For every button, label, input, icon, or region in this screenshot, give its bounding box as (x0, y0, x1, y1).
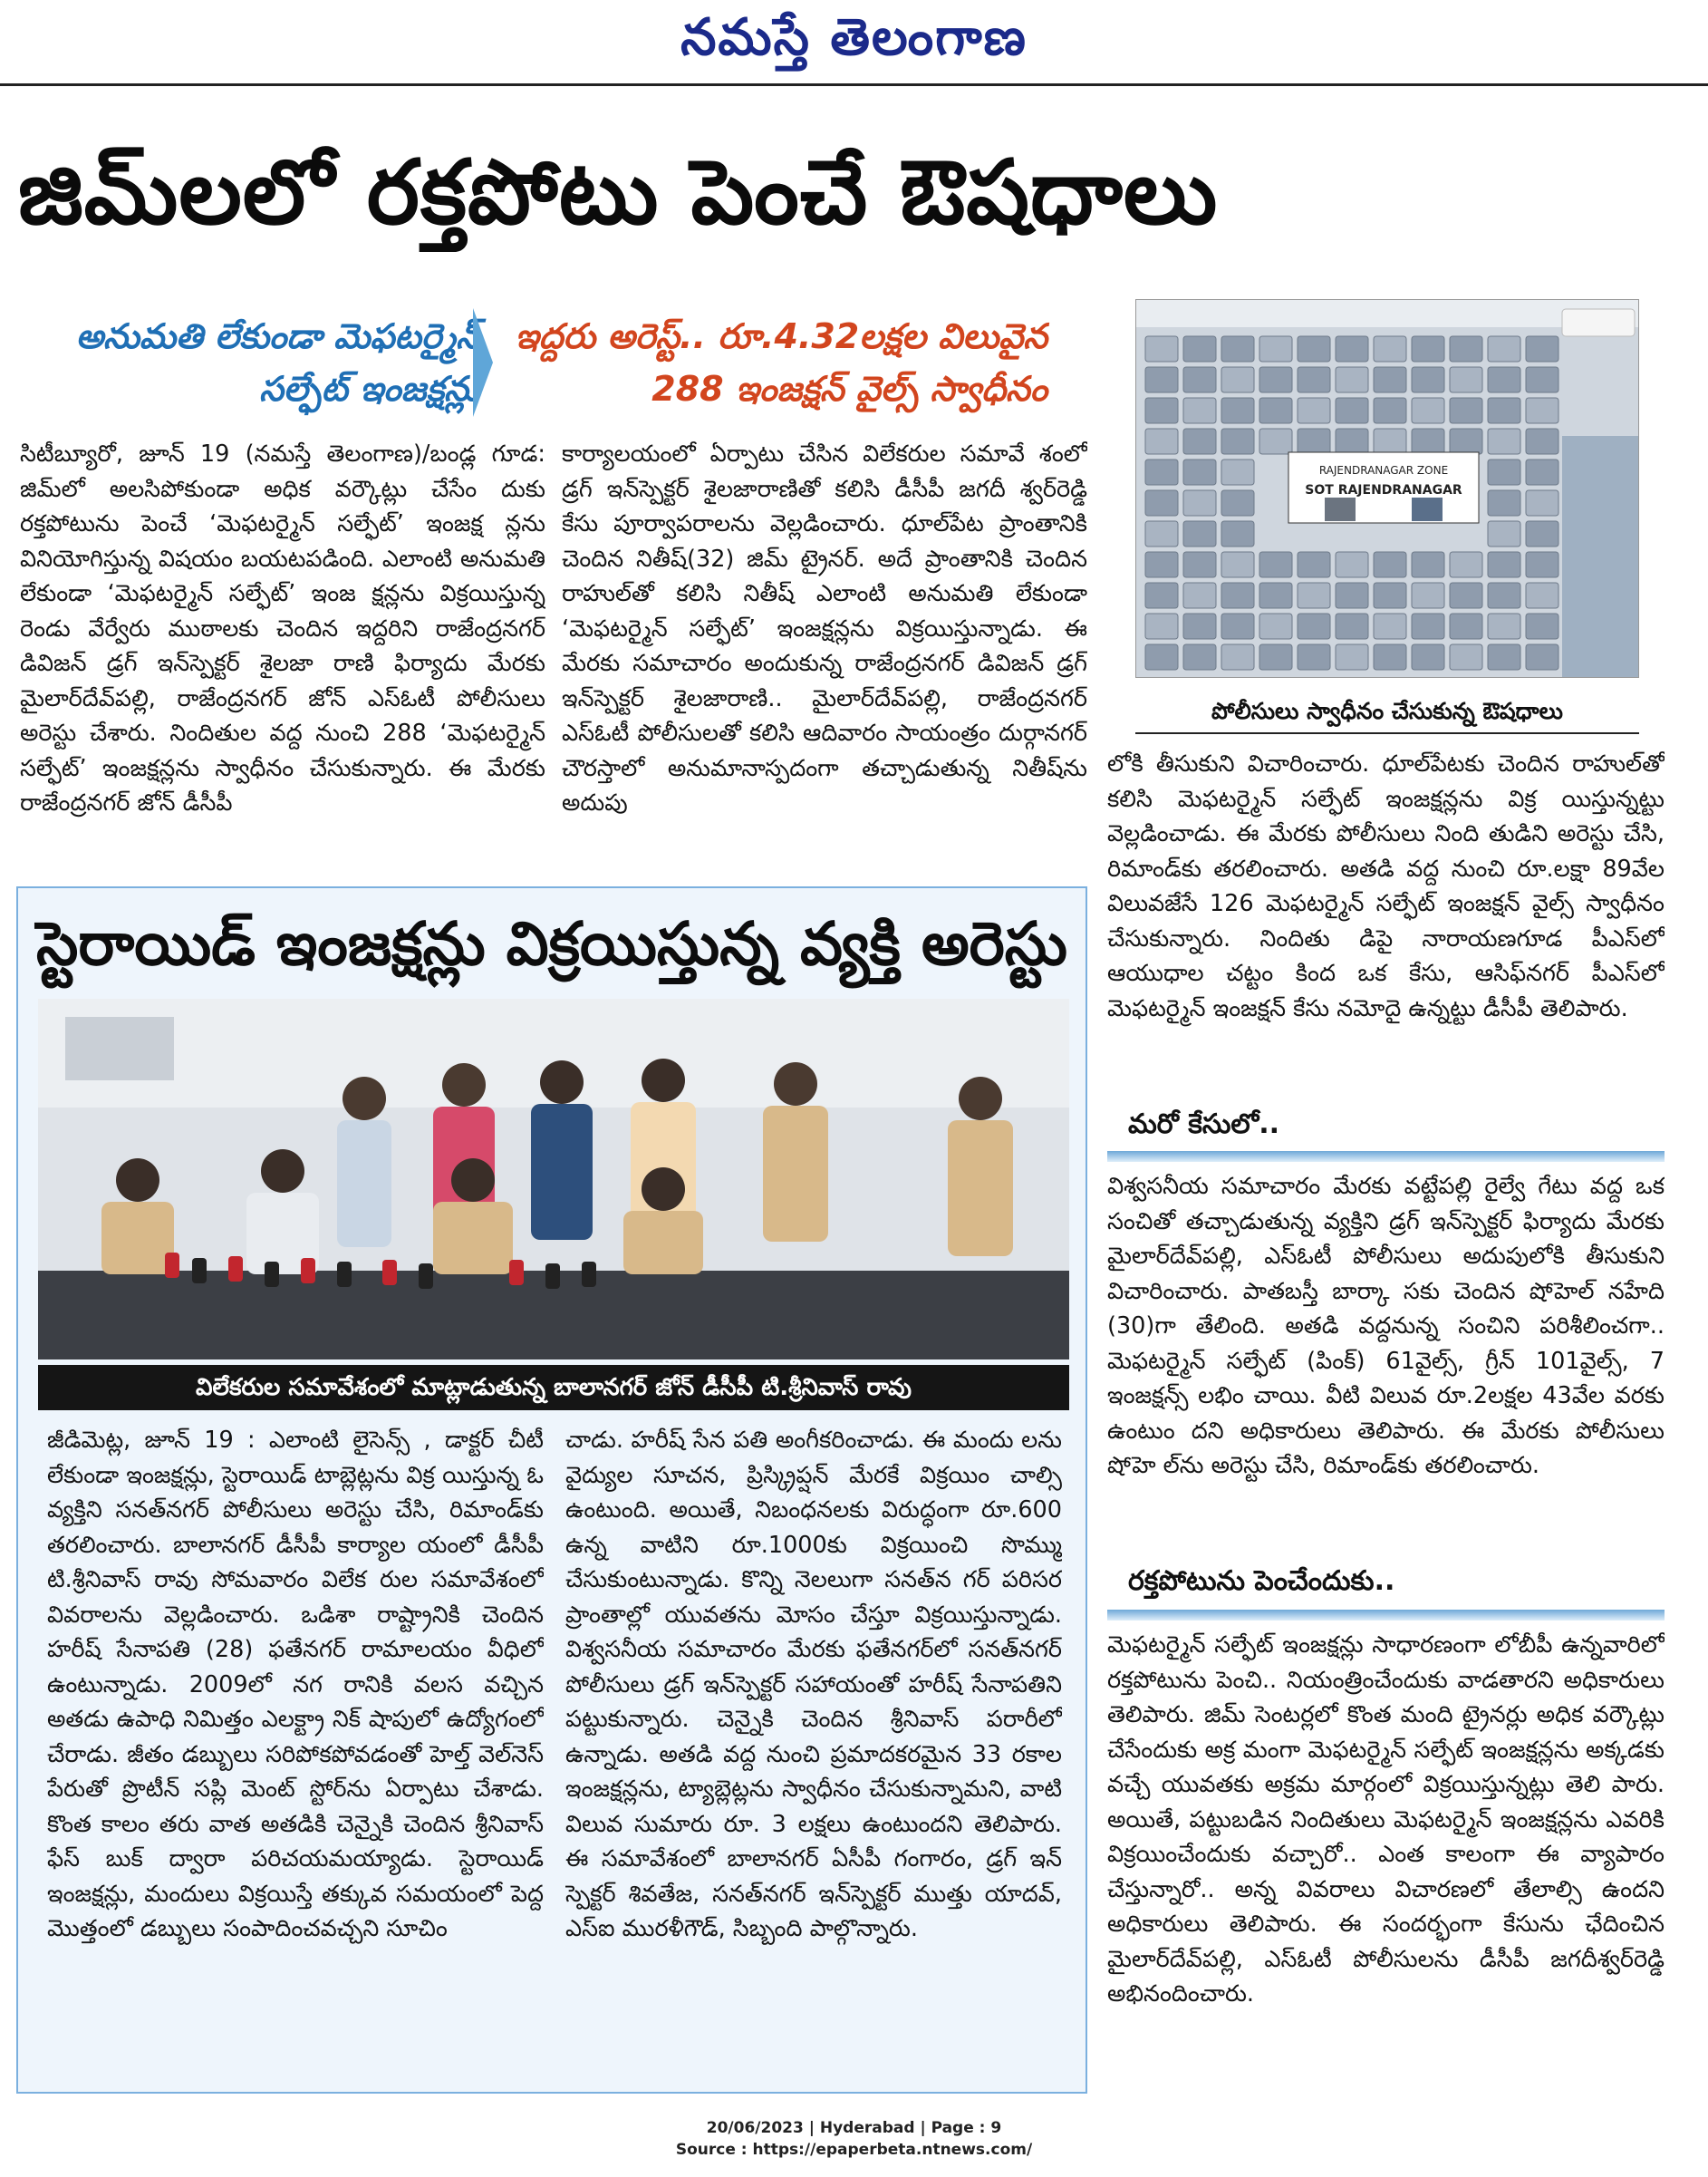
vial-packet (1336, 336, 1368, 362)
vial-packet (1526, 521, 1558, 547)
vial-packet (1336, 367, 1368, 392)
vial-packet (1183, 583, 1216, 608)
vial-packet (1145, 398, 1178, 423)
vial-packet (1526, 367, 1558, 392)
vial-packet (1412, 614, 1444, 639)
vial-packet (1450, 336, 1482, 362)
vial-packet (1526, 460, 1558, 485)
steroid-story-column-2: చాడు. హరీష్ సేన పతి అంగీకరించాడు. ఈ మందు లను వైద్యుల సూచన, ప్రిస్క్రిప్షన్ మేరకే విక్రయిం చాల్సి ఉంటుంది. అయితే, నిబంధనలకు విరుద్ధంగా రూ.600 ఉన్న వాటిని రూ.1000కు విక్రయించి సొమ్ము చేసుకుంటున్నాడు. కొన్ని నెలలుగా సనత్‌న గర్ పరిసర ప్రాంతాల్లో యువతను మోసం చేస్తూ విక్రయిస్తున్నాడు. విశ్వసనీయ సమాచారం మేరకు ఫతేనగర్‌లో సనత్‌నగర్ పోలీసులు డ్రగ్ ఇన్‌స్పెక్టర్ సహాయంతో హరీష్ సేనాపతిని పట్టుకున్నారు. చెన్నైకి చెందిన శ్రీనివాస్ పరారీలో ఉన్నాడు. అతడి వద్ద నుంచి ప్రమాదకరమైన 33 రకాల ఇంజక్షన్లను, ట్యాబ్లెట్లను స్వాధీనం చేసుకున్నామని, వాటి విలువ సుమారు రూ. 3 లక్షలు ఉంటుందని తెలిపారు. ఈ సమావేశంలో బాలానగర్ ఏసీపీ గంగారం, డ్రగ్ ఇన్ స్పెక్టర్ శివతేజ, సనత్‌నగర్ ఇన్‌స్పెక్టర్ ముత్తు యాదవ్, ఎస్ఐ మురళీగౌడ్, సిబ్బంది పాల్గొన్నారు. (565, 1427, 1062, 1942)
vial-packet (1259, 614, 1292, 639)
vial-packet (1298, 429, 1330, 454)
story1-column-2: కార్యాలయంలో ఏర్పాటు చేసిన విలేకరుల సమావే శంలో డ్రగ్ ఇన్‌స్పెక్టర్ శైలజారాణితో కలిసి డీసీపీ జగదీ శ్వర్‌రెడ్డి కేసు పూర్వాపరాలను వెల్లడించారు. ధూల్‌పేట ప్రాంతానికి చెందిన నితీష్(32) జిమ్ ట్రైనర్. అదే ప్రాంతానికి చెందిన రాహుల్‌తో కలిసి నితీష్ ఎలాంటి అనుమతి లేకుండా ‘మెఫటర్మైన్ సల్ఫేట్’ ఇంజక్షన్లను విక్రయిస్తున్నాడు. ఈ మేరకు సమాచారం అందుకున్న రాజేంద్రనగర్ డివిజన్ డ్రగ్ ఇన్‌స్పెక్టర్ శైలజారాణి.. మైలార్‌దేవ్‌పల్లి, రాజేంద్రనగర్ ఎస్‌ఓటీ పోలీసులతో కలిసి ఆదివారం సాయంత్రం దుర్గానగర్ చౌరస్తాలో అనుమానాస్పదంగా తచ్చాడుతున్న నితీష్‌ను అదుపు (562, 440, 1087, 817)
vial-packet (1183, 367, 1216, 392)
vial-packet (1298, 644, 1330, 670)
vial-packet (1526, 614, 1558, 639)
vial-packet (1298, 614, 1330, 639)
vial-packet (1488, 583, 1520, 608)
vial-packet (1412, 552, 1444, 577)
seized-drugs-caption: పోలీసులు స్వాధీనం చేసుకున్న ఔషధాలు (1135, 689, 1639, 734)
vial-packet (1145, 490, 1178, 516)
steroid-story-column-1: జీడిమెట్ల, జూన్ 19 : ఎలాంటి లైసెన్స్ , డాక్టర్ చీటీ లేకుండా ఇంజక్షన్లు, స్టెరాయిడ్ టాబ్లెట్లను విక్ర యిస్తున్న ఓ వ్యక్తిని సనత్‌నగర్ పోలీసులు అరెస్టు చేసి, రిమాండ్‌కు తరలించారు. బాలానగర్ డీసీపీ కార్యాల యంలో డీసీపీ టి.శ్రీనివాస్ రావు సోమవారం విలేక రుల సమావేశంలో వివరాలను వెల్లడించారు. ఒడిశా రాష్ట్రానికి చెందిన హరీష్ సేనాపతి (28) ఫతేనగర్ రామాలయం వీధిలో ఉంటున్నాడు. 2009లో నగ రానికి వలస వచ్చిన అతడు ఉపాధి నిమిత్తం ఎలక్ట్రా నిక్ షాపులో ఉద్యోగంలో చేరాడు. జీతం డబ్బులు సరిపోకపోవడంతో హెల్త్ వెల్‌నెస్ పేరుతో ప్రొటీన్ సప్లి మెంట్ స్టోర్‌ను ఏర్పాటు చేశాడు. కొంత కాలం తరు వాత అతడికి చెన్నైకి చెందిన శ్రీనివాస్ ఫేస్ బుక్ ద్వారా పరిచయమయ్యాడు. స్టెరాయిడ్ ఇంజక్షన్లు, మందులు విక్రయిస్తే తక్కువ సమయంలో పెద్ద మొత్తంలో డబ్బులు సంపాదించవచ్చని సూచిం (47, 1427, 544, 1942)
section-rule-1 (1107, 1151, 1665, 1162)
vial-packet (1221, 398, 1254, 423)
seized-drugs-photo (1135, 299, 1639, 678)
vial-packet (1336, 583, 1368, 608)
vial-packet (1450, 398, 1482, 423)
story1-column-3: లోకి తీసుకుని విచారించారు. ధూల్‌పేటకు చెందిన రాహుల్‌తో కలిసి మెఫటర్మైన్ సల్ఫేట్ ఇంజక్షన్లను విక్ర యిస్తున్నట్టు వెల్లడించాడు. ఈ మేరకు పోలీసులు నింది తుడిని అరెస్టు చేసి, రిమాండ్‌కు తరలించారు. అతడి వద్ద నుంచి రూ.లక్షా 89వేల విలువజేసే 126 మెఫటర్మైన్ సల్ఫేట్ ఇంజక్షన్ వైల్స్ స్వాధీనం చేసుకున్నారు. నిందితు డిపై నారాయణగూడ పీఎస్‌లో ఆయుధాల చట్టం కింద ఒక కేసు, ఆసిఫ్‌నగర్ పీఎస్‌లో మెఫటర్మైన్ ఇంజక్షన్ కేసు నమోదై ఉన్నట్టు డీసీపీ తెలిపారు. (1107, 750, 1665, 1022)
vial-packet (1374, 398, 1406, 423)
vial-packet (1183, 429, 1216, 454)
vial-packet (1488, 521, 1520, 547)
vial-packet (1526, 583, 1558, 608)
vial-packet (1259, 583, 1292, 608)
vial-packet (1145, 644, 1178, 670)
vial-packet (1488, 398, 1520, 423)
vial-packet (1336, 398, 1368, 423)
section-heading-another-case: మరో కేసులో.. (1128, 1108, 1280, 1140)
vial-packet (1450, 367, 1482, 392)
footer-source-link[interactable]: Source : https://epaperbeta.ntnews.com/ (675, 2141, 1033, 2159)
vial-packet (1145, 460, 1178, 485)
vial-packet (1183, 521, 1216, 547)
vial-packet (1450, 583, 1482, 608)
vial-packet (1526, 336, 1558, 362)
vial-packet (1526, 552, 1558, 577)
vial-packet (1221, 336, 1254, 362)
vial-packet (1221, 614, 1254, 639)
press-meet-photo (38, 999, 1069, 1359)
vial-packet (1336, 644, 1368, 670)
vial-packet (1221, 552, 1254, 577)
vial-packet (1374, 614, 1406, 639)
vial-packet (1488, 644, 1520, 670)
press-meet-caption: విలేకరుల సమావేశంలో మాట్లాడుతున్న బాలానగర్ జోన్ డీసీపీ టి.శ్రీనివాస్ రావు (38, 1365, 1069, 1410)
vial-packet (1526, 490, 1558, 516)
vial-packet (1145, 336, 1178, 362)
vial-packet (1221, 521, 1254, 547)
vial-packet (1298, 552, 1330, 577)
vial-packet (1145, 429, 1178, 454)
vial-packet (1298, 398, 1330, 423)
vial-packet (1183, 552, 1216, 577)
vial-packet (1374, 336, 1406, 362)
vial-packet (1450, 614, 1482, 639)
vial-packet (1374, 552, 1406, 577)
photo-sign-line2: SOT RAJENDRANAGAR (1305, 483, 1462, 498)
vial-packet (1298, 583, 1330, 608)
vial-packet (1259, 398, 1292, 423)
vial-packet (1183, 490, 1216, 516)
another-case-body: విశ్వసనీయ సమాచారం మేరకు వట్టేపల్లి రైల్వే గేటు వద్ద ఒక సంచితో తచ్చాడుతున్న వ్యక్తిని డ్రగ్ ఇన్‌స్పెక్టర్ ఫిర్యాదు మేరకు మైలార్‌దేవ్‌పల్లి, ఎస్‌ఓటీ పోలీసులు అదుపులోకి తీసుకుని విచారించారు. పాతబస్తీ బార్కా సకు చెందిన షోహెల్ నహేది (30)గా తేలింది. అతడి వద్దనున్న సంచిని పరిశీలించగా.. మెఫటర్మైన్ సల్ఫేట్ (పింక్) 61వైల్స్, గ్రీన్ 101వైల్స్, 7 ఇంజక్షన్స్ లభిం చాయి. వీటి విలువ రూ.2లక్షల 43వేల వరకు ఉంటుం దని అధికారులు తెలిపారు. ఈ మేరకు పోలీసులు షోహె ల్‌ను అరెస్టు చేసి, రిమాండ్‌కు తరలించారు. (1107, 1173, 1665, 1479)
vial-packet (1259, 552, 1292, 577)
photo-sign-line1: RAJENDRANAGAR ZONE (1318, 464, 1449, 477)
main-headline: జిమ్‌లలో రక్తపోటు పెంచే ఔషధాలు (18, 141, 1219, 245)
vial-packet (1336, 614, 1368, 639)
vial-packet (1526, 398, 1558, 423)
vial-packet (1488, 490, 1520, 516)
vial-packet (1298, 336, 1330, 362)
vial-packet (1221, 583, 1254, 608)
vial-packet (1145, 552, 1178, 577)
section-heading-bp-increase: రక్తపోటును పెంచేందుకు.. (1128, 1565, 1395, 1597)
vial-packet (1183, 336, 1216, 362)
vial-packet (1488, 429, 1520, 454)
vial-packet (1488, 367, 1520, 392)
vial-packet (1259, 336, 1292, 362)
vial-packet (1183, 398, 1216, 423)
vial-packet (1183, 644, 1216, 670)
vial-packet (1183, 614, 1216, 639)
subhead-arrow-icon (473, 308, 493, 417)
vial-packet (1259, 644, 1292, 670)
subhead-left: అనుమతి లేకుండా మెఫటర్మైన్ సల్ఫేట్ ఇంజక్షన్లు (75, 316, 480, 409)
vial-packet (1412, 644, 1444, 670)
vial-packet (1145, 367, 1178, 392)
subhead-right: ఇద్దరు అరెస్ట్.. రూ.4.32లక్షల విలువైన 288 ఇంజక్షన్ వైల్స్ స్వాధీనం (515, 316, 1047, 409)
section-rule-2 (1107, 1610, 1665, 1621)
vial-packet (1145, 583, 1178, 608)
vial-packet (1450, 644, 1482, 670)
masthead-logo: నమస్తే తెలంగాణ (680, 7, 1028, 67)
bp-increase-body: మెఫటర్మైన్ సల్ఫేట్ ఇంజక్షన్లు సాధారణంగా లోబీపీ ఉన్నవారిలో రక్తపోటును పెంచి.. నియంత్రించేందుకు వాడతారని అధికారులు తెలిపారు. జిమ్ సెంటర్లలో కొంత మంది ట్రైనర్లు అధిక వర్కౌట్లు చేసేందుకు అక్ర మంగా మెఫటర్మైన్ సల్ఫేట్ ఇంజక్షన్లను అక్కడకు వచ్చే యువతకు అక్రమ మార్గంలో విక్రయిస్తున్నట్లు తెలి పారు. అయితే, పట్టుబడిన నిందితులు మెఫటర్మైన్ ఇంజక్షన్లను ఎవరికి విక్రయించేందుకు వచ్చారో.. ఎంత కాలంగా ఈ వ్యాపారం చేస్తున్నారో.. అన్న వివరాలు విచారణలో తేలాల్సి ఉందని అధికారులు తెలిపారు. ఈ సందర్భంగా కేసును ఛేదించిన మైలార్‌దేవ్‌పల్లి, ఎస్‌ఓటీ పోలీసులను డీసీపీ జగదీశ్వర్‌రెడ్డి అభినందించారు. (1107, 1631, 1665, 2008)
footer-date-edition: 20/06/2023 | Hyderabad | Page : 9 (706, 2119, 1002, 2137)
vial-packet (1526, 644, 1558, 670)
vial-packet (1374, 367, 1406, 392)
vial-packet (1374, 429, 1406, 454)
vial-packet (1298, 367, 1330, 392)
vial-packet (1412, 336, 1444, 362)
vial-packet (1183, 460, 1216, 485)
vial-packet (1374, 644, 1406, 670)
vial-packet (1336, 429, 1368, 454)
vial-packet (1374, 583, 1406, 608)
vial-packet (1145, 614, 1178, 639)
steroid-story-headline: స్టెరాయిడ్ ఇంజక్షన్లు విక్రయిస్తున్న వ్యక్తి అరెస్టు (36, 909, 1067, 979)
vial-packet (1488, 460, 1520, 485)
vial-packet (1336, 552, 1368, 577)
vial-packet (1412, 429, 1444, 454)
vial-packet (1221, 429, 1254, 454)
masthead-rule (0, 83, 1708, 86)
story1-column-1: సిటీబ్యూరో, జూన్ 19 (నమస్తే తెలంగాణ)/బండ్ల గూడ: జిమ్‌లో అలసిపోకుండా అధిక వర్కౌట్లు చేసేం దుకు రక్తపోటును పెంచే ‘మెఫటర్మైన్ సల్ఫేట్’ ఇంజక్ష న్లను వినియోగిస్తున్న విషయం బయటపడింది. ఎలాంటి అనుమతి లేకుండా ‘మెఫటర్మైన్ సల్ఫేట్’ ఇంజ క్షన్లను విక్రయిస్తున్న రెండు వేర్వేరు ముఠాలకు చెందిన ఇద్దరిని రాజేంద్రనగర్ డివిజన్ డ్రగ్ ఇన్‌స్పెక్టర్ శైలజా రాణి ఫిర్యాదు మేరకు మైలార్‌దేవ్‌పల్లి, రాజేంద్రనగర్ జోన్ ఎస్‌ఓటీ పోలీసులు అరెస్టు చేశారు. నిందితుల వద్ద నుంచి 288 ‘మెఫటర్మైన్ సల్ఫేట్’ ఇంజక్షన్లను స్వాధీనం చేసుకున్నారు. ఈ మేరకు రాజేంద్రనగర్ జోన్ డీసీపీ (20, 440, 545, 817)
vial-packet (1412, 367, 1444, 392)
vial-packet (1450, 552, 1482, 577)
vial-packet (1488, 614, 1520, 639)
vial-packet (1412, 398, 1444, 423)
vial-packet (1259, 367, 1292, 392)
vial-packet (1412, 583, 1444, 608)
vial-packet (1259, 429, 1292, 454)
vial-packet (1221, 490, 1254, 516)
vial-packet (1221, 644, 1254, 670)
vial-packet (1488, 552, 1520, 577)
vial-packet (1221, 460, 1254, 485)
vial-packet (1488, 336, 1520, 362)
vial-packet (1145, 521, 1178, 547)
vial-packet (1526, 429, 1558, 454)
vial-packet (1221, 367, 1254, 392)
vial-packet (1450, 429, 1482, 454)
